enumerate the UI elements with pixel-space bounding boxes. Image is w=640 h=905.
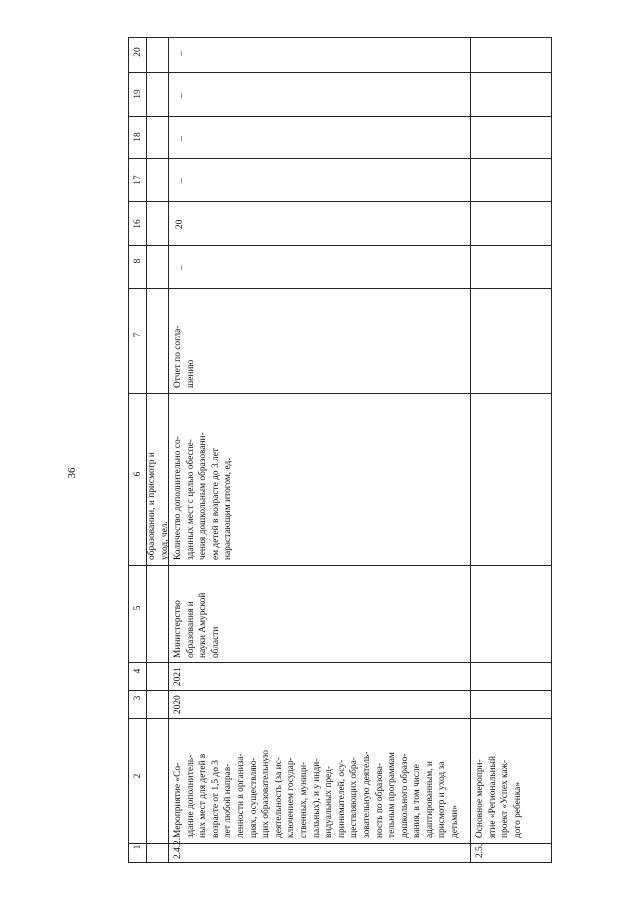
col-divider xyxy=(128,843,552,844)
continuation-indicator-text: образовании, и присмотр и уход, чел. xyxy=(147,452,170,560)
header-col-1: 1 xyxy=(133,844,143,850)
col-divider xyxy=(128,718,552,719)
table-border-top xyxy=(128,37,552,38)
row-divider xyxy=(168,37,169,863)
col-divider xyxy=(128,158,552,159)
header-col-19: 19 xyxy=(133,89,143,99)
col-divider xyxy=(128,201,552,202)
header-col-4: 4 xyxy=(133,668,143,674)
col-divider xyxy=(128,116,552,117)
row-242-value-col19: – xyxy=(177,93,187,98)
row-divider xyxy=(470,37,471,863)
row-242-source: Отчет по согла- шению xyxy=(173,325,196,388)
header-col-5: 5 xyxy=(133,605,143,611)
row-242-start-year: 2020 xyxy=(173,695,183,714)
row-242-value-col18: – xyxy=(177,136,187,141)
header-col-7: 7 xyxy=(133,332,143,338)
row-242-value-col20: – xyxy=(177,51,187,56)
row-242-value-col17: – xyxy=(177,178,187,183)
header-col-6: 6 xyxy=(133,471,143,477)
header-col-16: 16 xyxy=(133,219,143,229)
col-divider xyxy=(128,393,552,394)
col-divider xyxy=(128,565,552,566)
row-242-executor: Министерство образования и науки Амурской области xyxy=(173,592,221,658)
header-col-17: 17 xyxy=(133,175,143,185)
header-col-8: 8 xyxy=(133,258,143,264)
col-divider xyxy=(128,690,552,691)
row-242-indicator: Количество дополнительно со- зданных мест с целью обеспе- чения дошкольным образовани- ем детей в возрасте до 3 лет нарастающим итогом, ед. xyxy=(173,432,234,560)
table-border-left xyxy=(128,37,129,863)
table-border-right xyxy=(551,37,552,863)
col-divider xyxy=(128,245,552,246)
table-border-bottom xyxy=(128,862,552,863)
row-divider xyxy=(146,37,147,863)
row-242-end-year: 2021 xyxy=(173,667,183,686)
row-25-name: Основное меропри- ятие «Региональный проект «Успех каж- дого ребенка» xyxy=(475,756,523,838)
page-number: 36 xyxy=(66,467,78,479)
col-divider xyxy=(128,72,552,73)
row-242-number: 2.4.2. xyxy=(173,837,183,859)
row-242-value-col16: 20 xyxy=(175,219,185,229)
header-col-20: 20 xyxy=(133,47,143,57)
col-divider xyxy=(128,662,552,663)
header-col-18: 18 xyxy=(133,132,143,142)
header-col-3: 3 xyxy=(133,695,143,701)
row-242-name: Мероприятие «Со- здание дополнитель- ных мест для детей в возрасте от 1,5 до 3 лет любой направ- ленности в организа- циях, осуществляю- щих образовательную деятельность (за ис- ключением государ- ственных, муници- пальных), и у инди- видуальных пред- принимателей, осу- ществляющих обра- зовательную деятель- ность по образова- тельным программам дошкольного образо- вания, в том числе адаптированным, и присмотр и уход за детьми» xyxy=(173,749,461,838)
header-col-2: 2 xyxy=(133,773,143,779)
col-divider xyxy=(128,288,552,289)
row-242-value-col8: – xyxy=(177,265,187,270)
row-25-number: 2.5. xyxy=(475,843,485,858)
